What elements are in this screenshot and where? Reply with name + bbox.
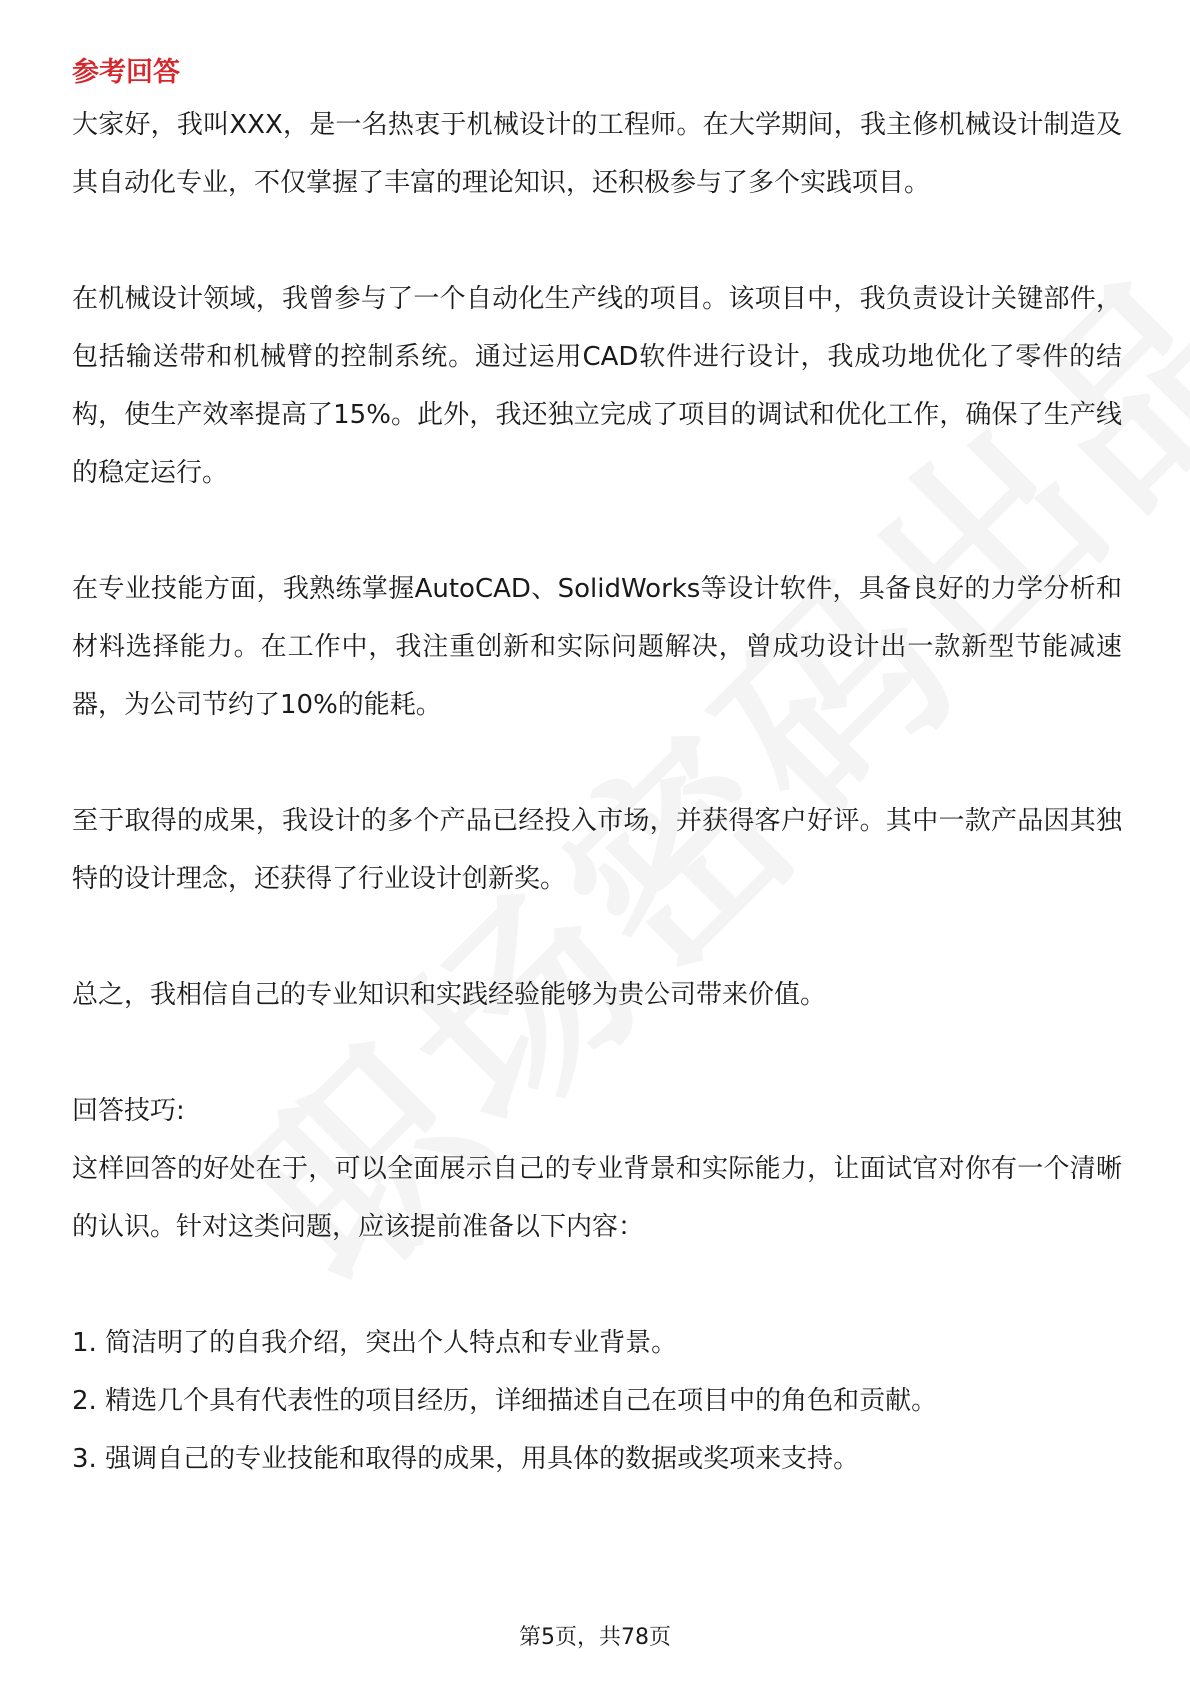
tips-heading: 回答技巧:	[72, 1096, 185, 1126]
paragraph-gap	[72, 908, 1122, 966]
paragraph-conclusion: 总之，我相信自己的专业知识和实践经验能够为贵公司带来价值。	[72, 980, 827, 1010]
paragraph-skills: 在专业技能方面，我熟练掌握AutoCAD、SolidWorks等设计软件，具备良好的力学分析和材料选择能力。在工作中，我注重创新和实际问题解决，曾成功设计出一款新型节能减速器，为公司节约了10%的能耗。	[72, 574, 1122, 720]
document-body	[72, 96, 1122, 1488]
paragraph-achievements: 至于取得的成果，我设计的多个产品已经投入市场，并获得客户好评。其中一款产品因其独特的设计理念，还获得了行业设计创新奖。	[72, 806, 1122, 894]
tips-list-item: 1. 简洁明了的自我介绍，突出个人特点和专业背景。	[72, 1328, 678, 1358]
paragraph-gap	[72, 212, 1122, 270]
paragraph-gap	[72, 1024, 1122, 1082]
tips-list-item: 2. 精选几个具有代表性的项目经历，详细描述自己在项目中的角色和贡献。	[72, 1386, 938, 1416]
paragraph-gap	[72, 502, 1122, 560]
section-title: 参考回答	[72, 57, 180, 88]
paragraph-intro: 大家好，我叫XXX，是一名热衷于机械设计的工程师。在大学期间，我主修机械设计制造及其自动化专业，不仅掌握了丰富的理论知识，还积极参与了多个实践项目。	[72, 110, 1122, 198]
paragraph-gap	[72, 1256, 1122, 1314]
tips-list-item: 3. 强调自己的专业技能和取得的成果，用具体的数据或奖项来支持。	[72, 1444, 860, 1474]
paragraph-gap	[72, 734, 1122, 792]
tips-intro: 这样回答的好处在于，可以全面展示自己的专业背景和实际能力，让面试官对你有一个清晰的认识。针对这类问题，应该提前准备以下内容：	[72, 1154, 1122, 1242]
paragraph-project: 在机械设计领域，我曾参与了一个自动化生产线的项目。该项目中，我负责设计关键部件，包括输送带和机械臂的控制系统。通过运用CAD软件进行设计，我成功地优化了零件的结构，使生产效率提高了15%。此外，我还独立完成了项目的调试和优化工作，确保了生产线的稳定运行。	[72, 284, 1122, 488]
page-number-footer: 第5页，共78页	[519, 1625, 671, 1650]
